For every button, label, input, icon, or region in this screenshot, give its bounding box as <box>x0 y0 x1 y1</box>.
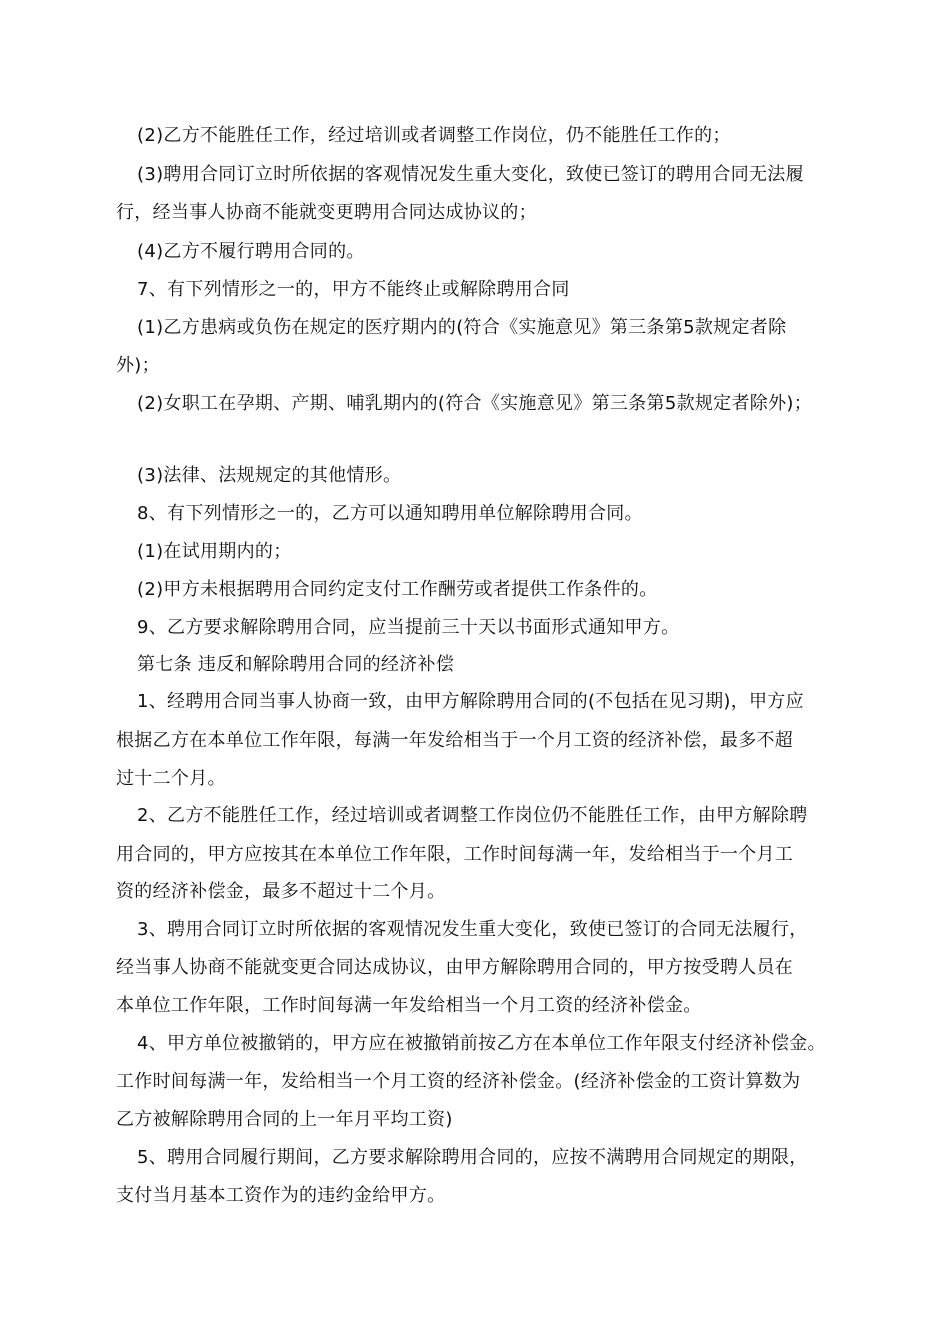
text-line: 9、乙方要求解除聘用合同，应当提前三十天以书面形式通知甲方。 <box>137 617 680 638</box>
text-line: 资的经济补偿金，最多不超过十二个月。 <box>116 881 446 902</box>
text-line: 3、聘用合同订立时所依据的客观情况发生重大变化，致使已签订的合同无法履行， <box>137 919 808 940</box>
text-line: (2)甲方未根据聘用合同约定支付工作酬劳或者提供工作条件的。 <box>137 579 658 600</box>
text-line: 根据乙方在本单位工作年限，每满一年发给相当于一个月工资的经济补偿，最多不超 <box>116 730 794 751</box>
text-line: (2)女职工在孕期、产期、哺乳期内的(符合《实施意见》第三条第5款规定者除外)； <box>137 393 812 414</box>
text-line: 支付当月基本工资作为的违约金给甲方。 <box>116 1185 446 1206</box>
text-line: 5、聘用合同履行期间，乙方要求解除聘用合同的，应按不满聘用合同规定的期限， <box>137 1147 808 1168</box>
text-line: (1)乙方患病或负伤在规定的医疗期内的(符合《实施意见》第三条第5款规定者除 <box>137 317 787 338</box>
text-line: (2)乙方不能胜任工作，经过培训或者调整工作岗位，仍不能胜任工作的； <box>137 125 731 146</box>
text-line: (3)法律、法规规定的其他情形。 <box>137 465 402 486</box>
text-line: 过十二个月。 <box>116 768 226 789</box>
text-line: 7、有下列情形之一的，甲方不能终止或解除聘用合同 <box>137 279 570 300</box>
text-line: 乙方被解除聘用合同的上一年月平均工资) <box>116 1109 453 1130</box>
text-line: 2、乙方不能胜任工作，经过培训或者调整工作岗位仍不能胜任工作，由甲方解除聘 <box>137 805 808 826</box>
text-line: 用合同的，甲方应按其在本单位工作年限，工作时间每满一年，发给相当于一个月工 <box>116 844 794 865</box>
text-line: 本单位工作年限，工作时间每满一年发给相当一个月工资的经济补偿金。 <box>116 995 702 1016</box>
text-line: (1)在试用期内的； <box>137 541 292 562</box>
text-line: 4、甲方单位被撤销的，甲方应在被撤销前按乙方在本单位工作年限支付经济补偿金。 <box>137 1033 826 1054</box>
text-line: 行，经当事人协商不能就变更聘用合同达成协议的； <box>116 202 537 223</box>
text-line: 经当事人协商不能就变更合同达成协议，由甲方解除聘用合同的，甲方按受聘人员在 <box>116 957 794 978</box>
text-line: 8、有下列情形之一的，乙方可以通知聘用单位解除聘用合同。 <box>137 503 643 524</box>
text-line: 工作时间每满一年，发给相当一个月工资的经济补偿金。(经济补偿金的工资计算数为 <box>116 1071 801 1092</box>
section-heading: 第七条 违反和解除聘用合同的经济补偿 <box>137 654 455 675</box>
text-line: 外)； <box>116 355 160 376</box>
text-line: (4)乙方不履行聘用合同的。 <box>137 241 365 262</box>
text-line: 1、经聘用合同当事人协商一致，由甲方解除聘用合同的(不包括在见习期)，甲方应 <box>137 691 804 712</box>
text-line: (3)聘用合同订立时所依据的客观情况发生重大变化，致使已签订的聘用合同无法履 <box>137 164 804 185</box>
